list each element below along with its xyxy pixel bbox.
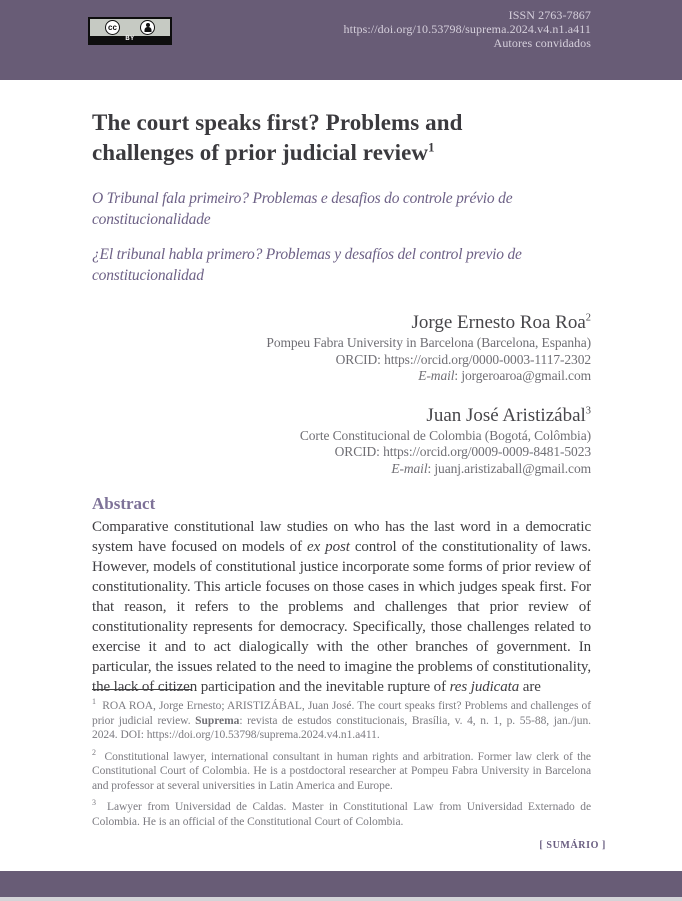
author-1-footnote-ref: 2 (585, 312, 591, 324)
subtitle-spanish: ¿El tribunal habla primero? Problemas y desafíos del control previo de constitucionalidad (92, 246, 522, 284)
footnote-2-text: Constitutional lawyer, international consultant in human rights and arbitration. Former law clerk of the Constitutional Court of Colombia. He is a postdoctoral researcher at Pompeu Fabra University in Barcelona and professor at several universities in Latin America and Europe. (92, 750, 591, 792)
header-meta (344, 8, 591, 50)
author-1 (92, 311, 591, 385)
cc-by-label: BY (90, 36, 170, 43)
author-2-affiliation: Corte Constitucional de Colombia (Bogotá, Colômbia) (299, 427, 591, 443)
page-bottom-edge (0, 897, 682, 901)
footnote-1-text: ROA ROA, Jorge Ernesto; ARISTIZÁBAL, Juan José. The court speaks first? Problems and challenges of prior judicial review. (92, 700, 592, 727)
footnote-1-text: : revista de estudos constitucionais, Brasília, v. 4, n. 1, p. 55-88, jan./jun. 2024. DOI: https://doi.org/10.53798/suprema.2024.v4.n1.a411. (92, 714, 591, 741)
footer-band (0, 871, 682, 897)
author-1-email (92, 368, 591, 385)
abstract-italic-term: res judicata (449, 679, 520, 695)
footnote-3-text: Lawyer from Universidad de Caldas. Master in Constitutional Law from Universidad Externado de Colombia. He is an official of the Constitutional Court of Colombia. (92, 801, 592, 828)
email-label: E-mail (391, 460, 428, 476)
author-2-name (92, 404, 591, 428)
footnote-1-ref: 1 (92, 697, 96, 707)
creative-commons-icon: cc (105, 20, 120, 35)
author-2-footnote-ref: 3 (585, 405, 591, 417)
author-1-name (92, 311, 591, 335)
abstract-segment: are (519, 679, 541, 695)
footnote-3 (92, 800, 591, 829)
footnote-3-ref: 3 (92, 798, 96, 808)
email-label: E-mail (418, 368, 455, 383)
header-band (0, 0, 682, 80)
footnotes-section (92, 689, 591, 836)
person-icon (141, 21, 154, 34)
article-content (0, 80, 682, 697)
footnote-1 (92, 699, 591, 743)
issn-text: ISSN 2763-7867 (508, 8, 591, 22)
article-title-text: The court speaks first? Problems and challenges of prior judicial review (92, 110, 463, 165)
title-footnote-ref: 1 (428, 140, 435, 155)
invited-authors-note: Autores convidados (493, 36, 591, 50)
author-1-email-address[interactable]: : jorgeroaroa@gmail.com (454, 368, 591, 383)
footnote-2 (92, 747, 591, 794)
author-2 (92, 404, 591, 478)
author-1-orcid-link[interactable]: ORCID: https://orcid.org/0000-0003-1117-2302 (335, 351, 591, 367)
footnote-2-ref: 2 (92, 747, 96, 757)
doi-link[interactable]: https://doi.org/10.53798/suprema.2024.v4.n1.a411 (343, 22, 591, 36)
abstract-heading: Abstract (92, 494, 156, 513)
author-2-email (92, 461, 591, 478)
footnote-separator-rule (92, 689, 192, 690)
author-2-email-address[interactable]: : juanj.aristizaball@gmail.com (427, 460, 591, 476)
authors-block (92, 311, 591, 477)
cc-badge-icons (90, 19, 170, 36)
cc-by-license-badge[interactable] (88, 17, 172, 45)
summary-link[interactable]: [ SUMÁRIO ] (539, 840, 606, 851)
abstract-segment: Comparative constitutional law studies on who has the last word in a democratic system have focused on models of (92, 519, 591, 555)
abstract-paragraph (92, 517, 591, 697)
author-2-name-text: Juan José Aristizábal (426, 404, 586, 426)
subtitle-portuguese: O Tribunal fala primeiro? Problemas e desafios do controle prévio de constitucionalidade (92, 190, 513, 228)
abstract-segment: control of the constitutionality of laws. However, models of constitutional justice incorporate some forms of prior review of constitutionality. This article focuses on those cases in which judges speak first. For that reason, it refers to the problems and challenges that prior review of constitutionality represents for democracy. Specifically, those challenges related to exercise it and to act dialogically with the other branches of government. In particular, the issues related to the need to imagine the problems of constitutionality, the lack of citizen participation and the inevitable rupture of (92, 539, 591, 695)
attribution-person-icon (140, 20, 155, 35)
abstract-italic-term: ex post (307, 539, 350, 555)
article-title (92, 108, 522, 168)
author-1-name-text: Jorge Ernesto Roa Roa (411, 312, 586, 333)
footnote-1-journal-name: Suprema (195, 714, 240, 727)
author-2-orcid-link[interactable]: ORCID: https://orcid.org/0009-0009-8481-5023 (334, 444, 591, 459)
author-1-affiliation: Pompeu Fabra University in Barcelona (Barcelona, Espanha) (266, 335, 591, 350)
